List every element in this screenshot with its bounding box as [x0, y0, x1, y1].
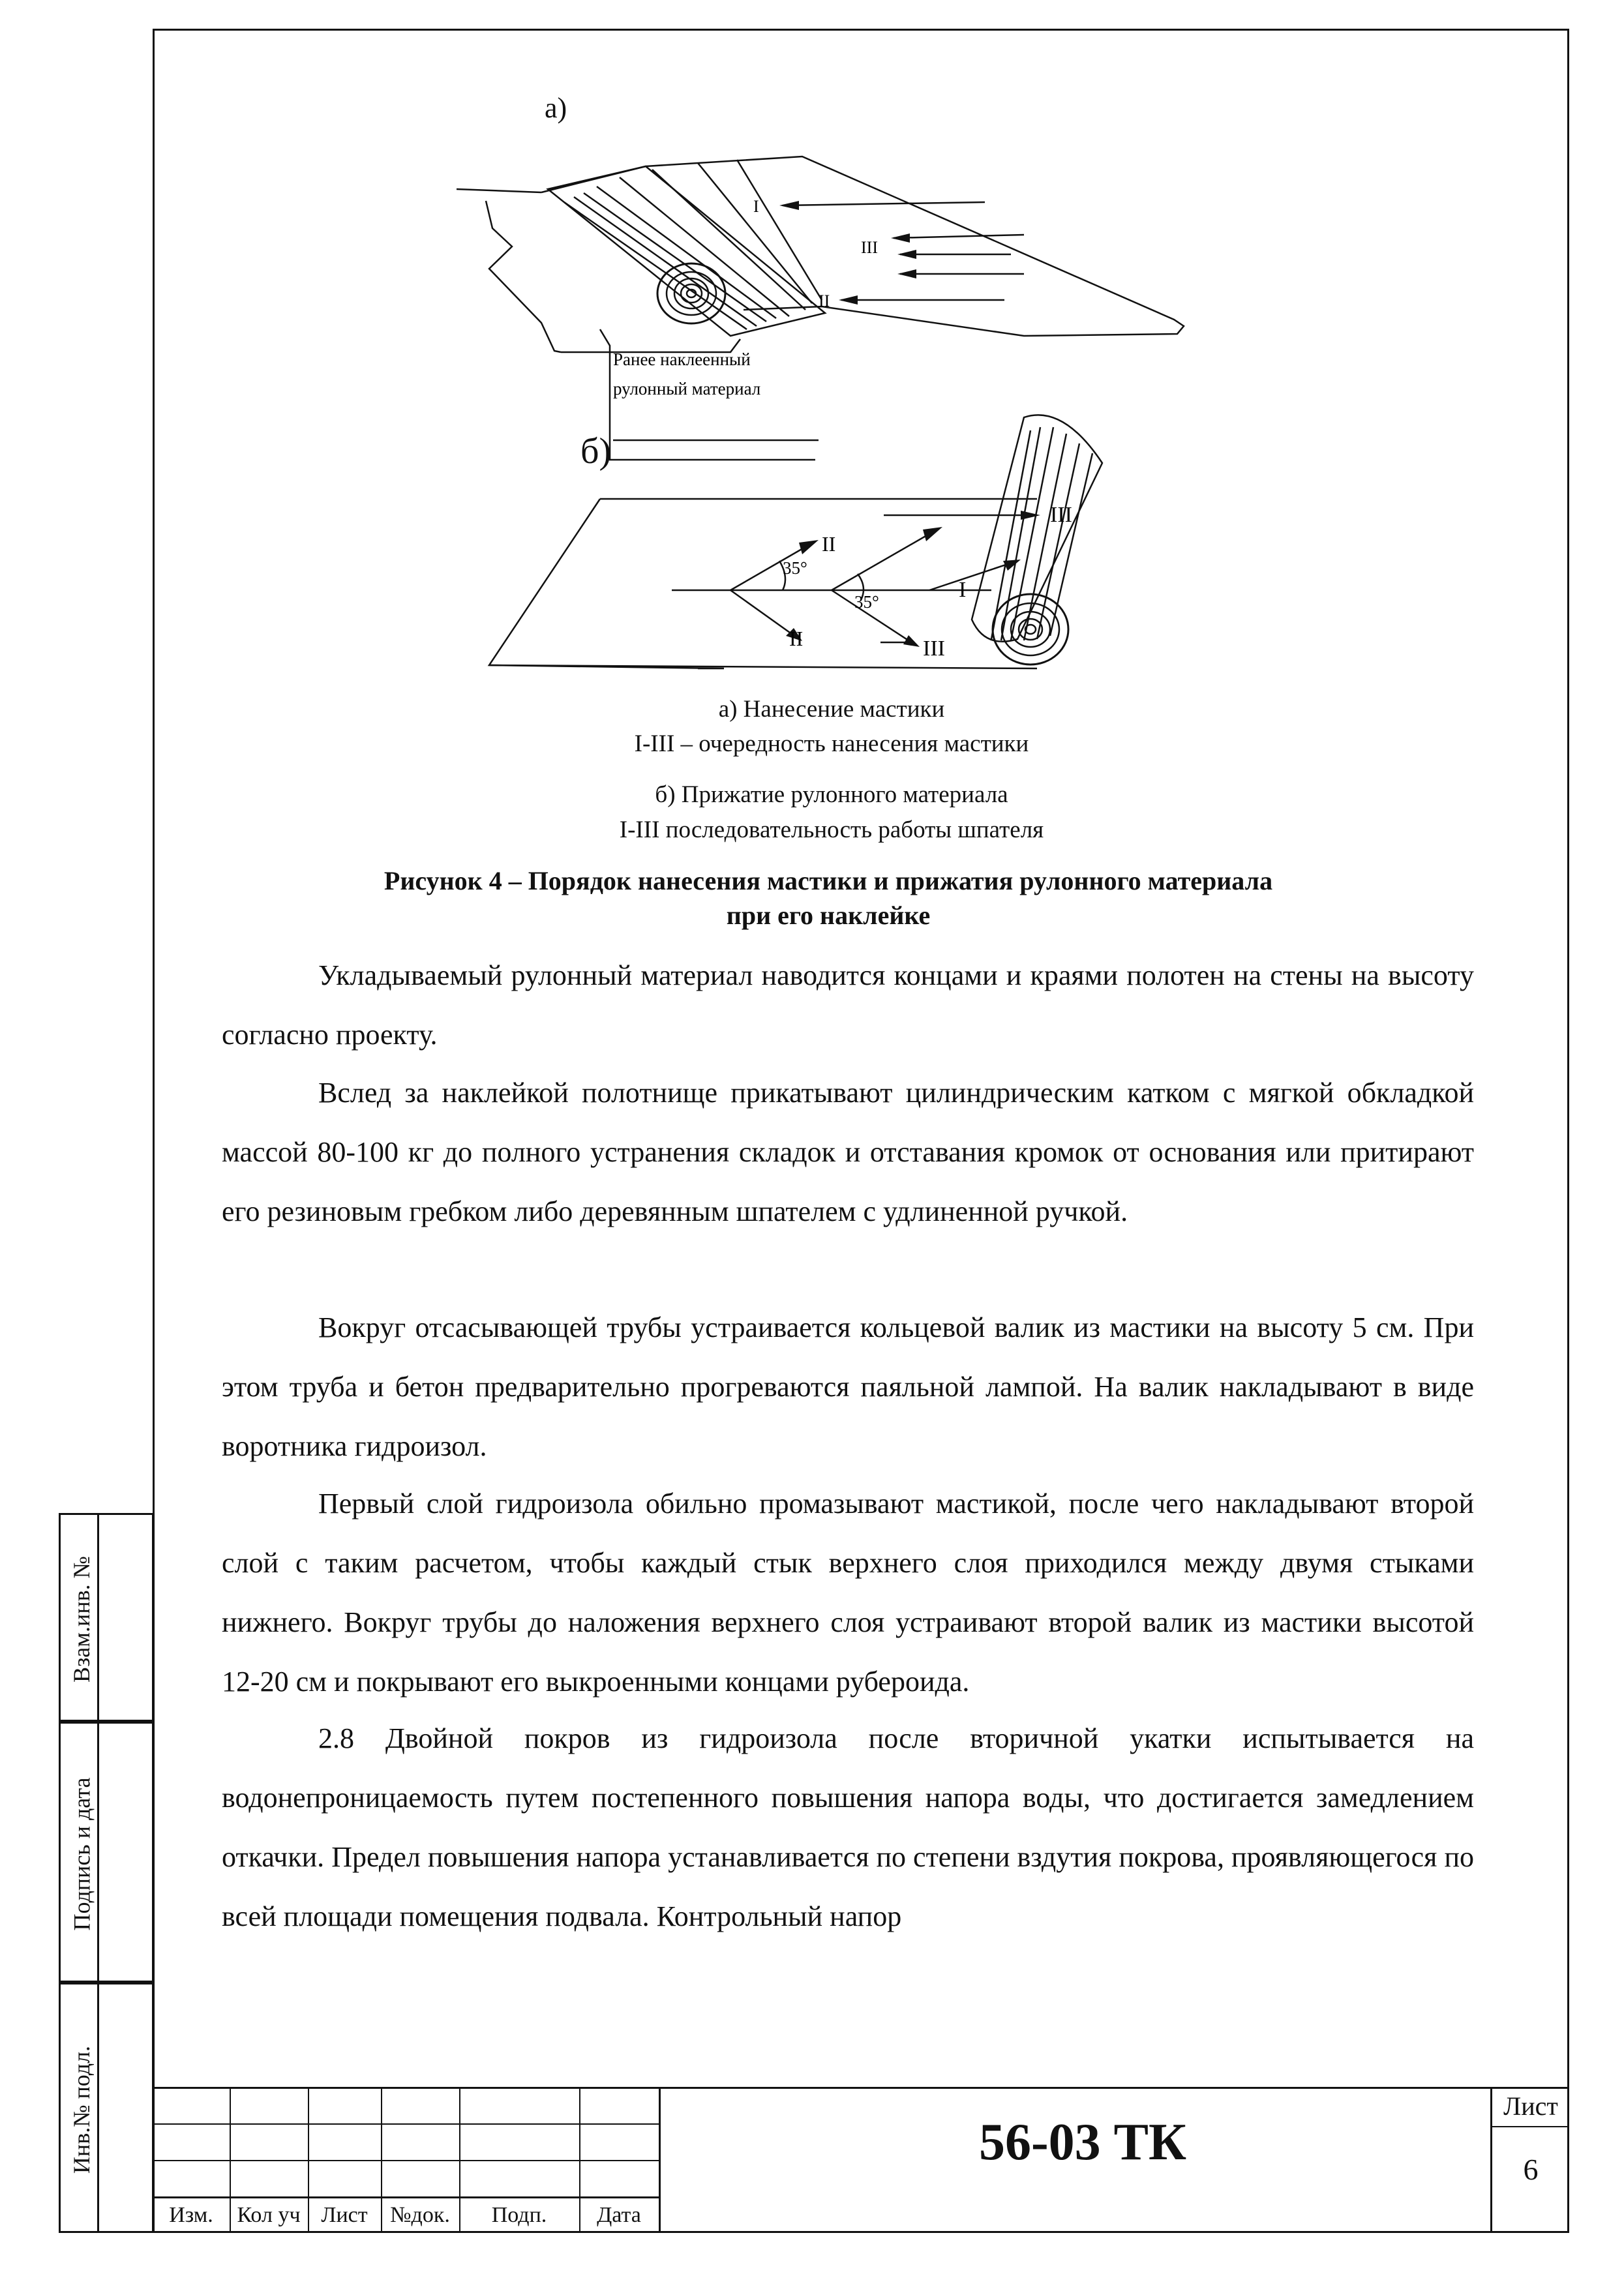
side-label-podpis: Подпись и дата	[68, 1777, 95, 1931]
mark-b-1: I	[959, 578, 967, 602]
caption-a-desc: I-III – очередность нанесения мастики	[634, 730, 1029, 757]
side-label-vzam: Взам.инв. №	[68, 1556, 95, 1683]
callout-line2: рулонный материал	[613, 379, 761, 398]
side-box-podpis	[59, 1722, 154, 1983]
side-box-inv	[59, 1983, 154, 2233]
sheet-label: Лист	[1492, 2091, 1569, 2127]
mark-b-3-top: III	[1050, 503, 1072, 527]
caption-a-title: а) Нанесение мастики	[718, 696, 945, 723]
mark-b-3-bottom: III	[923, 636, 945, 661]
angle-label-1: 35°	[783, 558, 807, 578]
caption-b-desc: I-III последовательность работы шпателя	[619, 816, 1044, 843]
angle-label-2: 35°	[854, 592, 879, 612]
document-code: 56-03 ТК	[978, 2114, 1186, 2171]
stamp-col-data: Дата	[597, 2203, 641, 2227]
stamp-col-list: Лист	[321, 2203, 368, 2227]
paragraph-4: Первый слой гидроизола обильно промазывают мастикой, после чего накладывают второй слой с таким расчетом, чтобы каждый стык верхнего слоя приходился между двумя стыками нижнего. Вокруг трубы до наложения верхнего слоя устраивают второй валик из мастики высотой 12-20 см и покрывают его выкроенными концами рубероида.	[222, 1488, 1474, 1698]
sheet-box	[1490, 2087, 1569, 2233]
stamp-col-podp: Подп.	[491, 2203, 547, 2227]
figure-title-line1: Рисунок 4 – Порядок нанесения мастики и прижатия рулонного материала	[383, 866, 1273, 895]
mark-a-3: III	[861, 238, 878, 257]
figure-label-a: а)	[545, 92, 567, 124]
stamp-col-izm: Изм.	[169, 2203, 213, 2227]
title-block	[153, 2087, 1569, 2233]
paragraph-3: Вокруг отсасывающей трубы устраивается кольцевой валик из мастики на высоту 5 см. При этом труба и бетон предварительно прогреваются паяльной лампой. На валик накладывают в виде воротника гидроизол.	[222, 1311, 1474, 1462]
stamp-col-kol: Кол уч	[237, 2203, 301, 2227]
mark-b-2-top: II	[822, 532, 836, 556]
mark-a-2: II	[819, 292, 830, 310]
mark-a-1: I	[753, 197, 759, 216]
paragraph-2: Вслед за наклейкой полотнище прикатывают цилиндрическим катком с мягкой обкладкой массой 80-100 кг до полного устранения складок и отставания кромок от основания или притирают его резиновым гребком либо деревянным шпателем с удлиненной ручкой.	[222, 1077, 1474, 1227]
caption-b-title: б) Прижатие рулонного материала	[655, 781, 1008, 808]
stamp-col-ndok: №док.	[390, 2203, 450, 2227]
callout-line1: Ранее наклеенный	[613, 350, 751, 369]
paragraph-1: Укладываемый рулонный материал наводится концами и краями полотен на стены на высоту согласно проекту.	[222, 959, 1474, 1051]
side-label-inv: Инв.№ подл.	[68, 2045, 95, 2174]
sheet-number: 6	[1523, 2153, 1539, 2186]
side-box-vzam	[59, 1513, 154, 1722]
figure-title-line2: при его наклейке	[726, 901, 931, 930]
paragraph-5: 2.8 Двойной покров из гидроизола после вторичной укатки испытывается на водонепроницаемость путем постепенного повышения напора воды, что достигается замедлением откачки. Предел повышения напора устанавливается по степени вздутия покрова, проявляющегося по всей площади помещения подвала. Контрольный напор	[222, 1722, 1474, 1932]
figure-label-b: б)	[580, 431, 612, 472]
mark-b-2-bottom: II	[789, 627, 804, 650]
